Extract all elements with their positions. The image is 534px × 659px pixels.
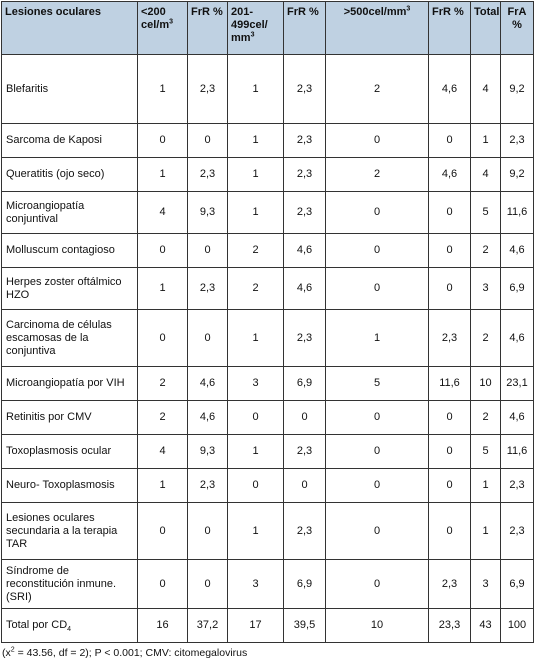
table-cell: 0	[138, 234, 188, 268]
table-cell: 6,9	[284, 560, 326, 609]
header-cell: $>500cel/mm^3$	[326, 2, 429, 55]
table-cell: 0	[326, 234, 429, 268]
table-row	[2, 158, 534, 192]
table-row	[2, 124, 534, 158]
row-label: Lesiones oculares secundaria a la terapia TAR	[2, 503, 138, 560]
table-cell: 4,6	[284, 268, 326, 310]
table-cell: 3	[228, 367, 284, 401]
total-cell: 39,5	[284, 609, 326, 643]
table-cell: 9,2	[501, 55, 534, 124]
table-cell: 4,6	[188, 401, 228, 435]
header-cell: FrA %	[501, 2, 534, 55]
header-cell: Total	[471, 2, 501, 55]
table-cell: 0	[429, 435, 471, 469]
table-cell: 1	[471, 124, 501, 158]
table-cell: 4,6	[429, 158, 471, 192]
table-cell: 2	[471, 401, 501, 435]
table-cell: 9,3	[188, 192, 228, 234]
table-cell: 2,3	[284, 503, 326, 560]
table-cell: 1	[138, 469, 188, 503]
total-cell: 16	[138, 609, 188, 643]
table-cell: 6,9	[501, 268, 534, 310]
row-label: Blefaritis	[2, 55, 138, 124]
table-cell: 0	[228, 401, 284, 435]
header-cell: FrR %	[284, 2, 326, 55]
table-cell: 1	[228, 124, 284, 158]
table-row	[2, 503, 534, 560]
table-cell: 0	[326, 401, 429, 435]
table-cell: 11,6	[429, 367, 471, 401]
table-cell: 2,3	[284, 158, 326, 192]
header-cell: Lesiones oculares	[2, 2, 138, 55]
table-cell: 1	[471, 503, 501, 560]
table-cell: 2	[138, 367, 188, 401]
table-cell: 3	[471, 268, 501, 310]
table-row	[2, 367, 534, 401]
table-cell: 2	[326, 55, 429, 124]
table-cell: 2,3	[188, 268, 228, 310]
table-cell: 0	[429, 401, 471, 435]
table-cell: 1	[228, 435, 284, 469]
table-row	[2, 55, 534, 124]
table-cell: 2,3	[284, 435, 326, 469]
table-cell: 0	[228, 469, 284, 503]
total-cell: 10	[326, 609, 429, 643]
table-cell: 5	[471, 192, 501, 234]
header-cell: 201-499cel/ $mm^3$	[228, 2, 284, 55]
table-cell: 6,9	[501, 560, 534, 609]
table-cell: 3	[228, 560, 284, 609]
table-cell: 2,3	[501, 124, 534, 158]
table-row	[2, 310, 534, 367]
table-cell: 3	[471, 560, 501, 609]
row-label: Herpes zoster oftálmico HZO	[2, 268, 138, 310]
table-cell: 2,3	[429, 560, 471, 609]
table-cell: 2	[326, 158, 429, 192]
table-cell: 0	[188, 234, 228, 268]
table-cell: 4,6	[284, 234, 326, 268]
table-cell: 1	[138, 268, 188, 310]
table-cell: 2	[138, 401, 188, 435]
table-cell: 0	[188, 310, 228, 367]
table-cell: 5	[471, 435, 501, 469]
row-label: Sarcoma de Kaposi	[2, 124, 138, 158]
table-cell: 0	[188, 124, 228, 158]
total-row	[2, 609, 534, 643]
table-cell: 0	[429, 268, 471, 310]
table-cell: 0	[284, 401, 326, 435]
table-cell: 1	[138, 55, 188, 124]
table-row	[2, 401, 534, 435]
table-cell: 4,6	[501, 310, 534, 367]
table-cell: 2,3	[501, 503, 534, 560]
table-cell: 0	[429, 192, 471, 234]
table-cell: 2,3	[188, 469, 228, 503]
table-cell: 2,3	[284, 124, 326, 158]
total-label: Total por $CD_4$	[2, 609, 138, 643]
total-cell: 37,2	[188, 609, 228, 643]
table-cell: 2,3	[429, 310, 471, 367]
table-cell: 0	[138, 310, 188, 367]
table-cell: 0	[188, 560, 228, 609]
table-cell: 1	[471, 469, 501, 503]
table-cell: 0	[429, 503, 471, 560]
table-cell: 2,3	[188, 55, 228, 124]
footnote: ($x^2 = 43.56$, df = 2); P < 0.001; CMV: citomegalovirus	[2, 646, 248, 659]
table-cell: 10	[471, 367, 501, 401]
table-cell: 0	[429, 124, 471, 158]
row-label: Neuro- Toxoplasmosis	[2, 469, 138, 503]
table-cell: 0	[326, 503, 429, 560]
table-cell: 0	[138, 503, 188, 560]
table-cell: 1	[228, 55, 284, 124]
table-cell: 9,3	[188, 435, 228, 469]
total-cell: 100	[501, 609, 534, 643]
row-label: Molluscum contagioso	[2, 234, 138, 268]
table-cell: 1	[138, 158, 188, 192]
table-cell: 11,6	[501, 435, 534, 469]
table-cell: 4	[471, 55, 501, 124]
row-label: Carcinoma de células escamosas de la conjuntiva	[2, 310, 138, 367]
table-row	[2, 234, 534, 268]
table-cell: 2	[228, 268, 284, 310]
table-cell: 1	[326, 310, 429, 367]
table-row	[2, 435, 534, 469]
table-cell: 0	[326, 560, 429, 609]
row-label: Síndrome de reconstitución inmune.(SRI)	[2, 560, 138, 609]
table-cell: 0	[326, 192, 429, 234]
table-cell: 1	[228, 192, 284, 234]
table-cell: 0	[429, 234, 471, 268]
header-cell: <200 cel/$m^3$	[138, 2, 188, 55]
table-cell: 0	[138, 560, 188, 609]
table-cell: 6,9	[284, 367, 326, 401]
header-cell: FrR %	[188, 2, 228, 55]
table-cell: 4	[138, 435, 188, 469]
table-cell: 4,6	[501, 401, 534, 435]
table-cell: 0	[188, 503, 228, 560]
table-row	[2, 469, 534, 503]
lesions-table	[1, 1, 534, 643]
table-cell: 4	[471, 158, 501, 192]
table-cell: 5	[326, 367, 429, 401]
table-cell: 2	[228, 234, 284, 268]
table-cell: 2,3	[284, 192, 326, 234]
table-cell: 2,3	[188, 158, 228, 192]
table-cell: 2	[471, 310, 501, 367]
table-cell: 4,6	[188, 367, 228, 401]
row-label: Toxoplasmosis ocular	[2, 435, 138, 469]
row-label: Retinitis por CMV	[2, 401, 138, 435]
table-cell: 0	[326, 469, 429, 503]
table-cell: 0	[284, 469, 326, 503]
total-cell: 23,3	[429, 609, 471, 643]
header-row	[2, 2, 534, 55]
row-label: Microangiopatía conjuntival	[2, 192, 138, 234]
total-cell: 43	[471, 609, 501, 643]
table-row	[2, 560, 534, 609]
table-cell: 11,6	[501, 192, 534, 234]
table-cell: 2,3	[501, 469, 534, 503]
table-cell: 0	[138, 124, 188, 158]
table-cell: 2,3	[284, 310, 326, 367]
table-cell: 0	[429, 469, 471, 503]
table-row	[2, 192, 534, 234]
table-cell: 1	[228, 158, 284, 192]
table-cell: 0	[326, 124, 429, 158]
table-cell: 1	[228, 310, 284, 367]
table-row	[2, 268, 534, 310]
table-cell: 9,2	[501, 158, 534, 192]
table-cell: 23,1	[501, 367, 534, 401]
table-cell: 0	[326, 268, 429, 310]
table-cell: 1	[228, 503, 284, 560]
table-cell: 4	[138, 192, 188, 234]
table-cell: 2	[471, 234, 501, 268]
header-cell: FrR %	[429, 2, 471, 55]
table-cell: 4,6	[501, 234, 534, 268]
total-cell: 17	[228, 609, 284, 643]
row-label: Microangiopatía por VIH	[2, 367, 138, 401]
table-cell: 4,6	[429, 55, 471, 124]
table-cell: 0	[326, 435, 429, 469]
row-label: Queratitis (ojo seco)	[2, 158, 138, 192]
table-cell: 2,3	[284, 55, 326, 124]
